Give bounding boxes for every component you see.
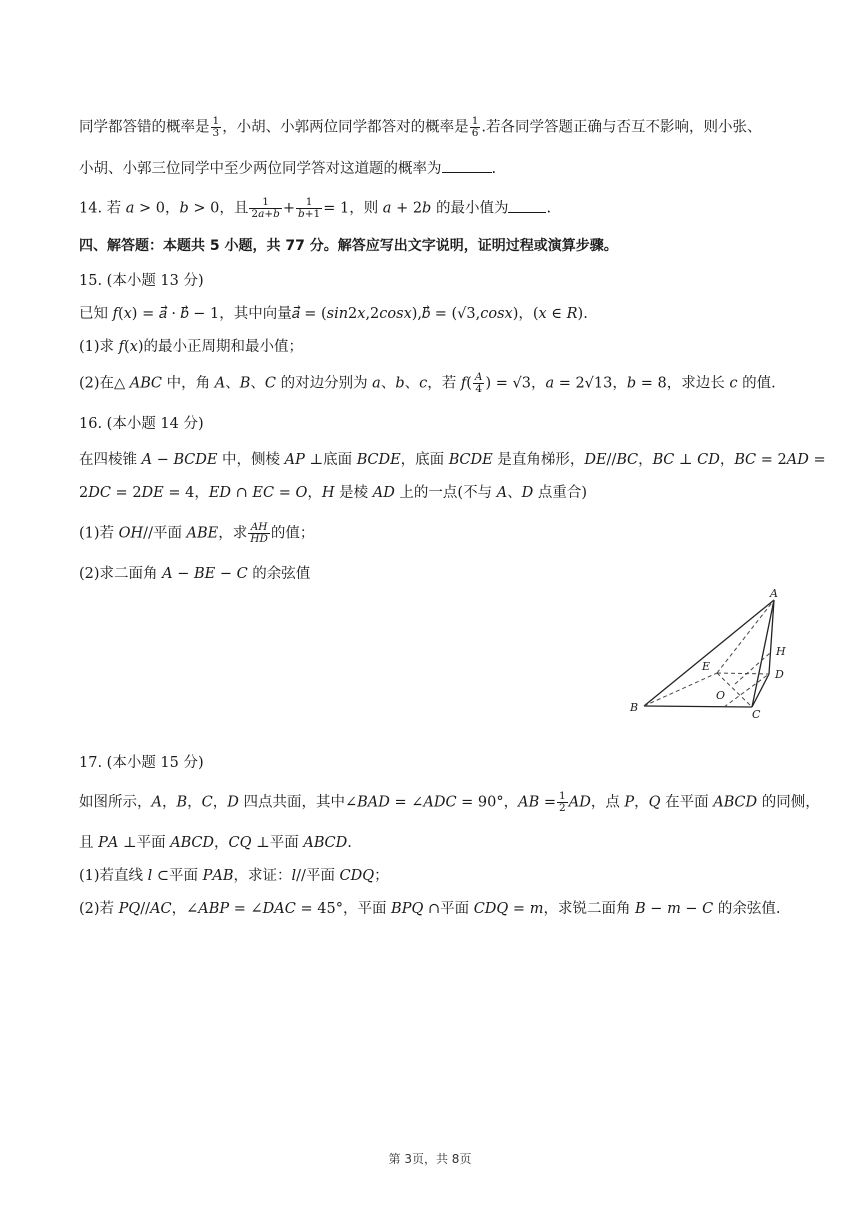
- q17-header: 17. (本小题 15 分): [79, 755, 204, 771]
- q17-part-1: (1)若直线 𝑙 ⊂平面 𝑃𝐴𝐵，求证：𝑙//平面 𝐶𝐷𝑄；: [79, 868, 389, 884]
- label-h: H: [776, 645, 786, 658]
- q14-line: 14. 若 𝑎 > 0，𝑏 > 0，且 $\frac{1}{\text{2𝑎+𝑏}}$ + $\frac{1}{\text{𝑏+1}}$ = 1，则 𝑎 + 2𝑏 的最小值为 .: [79, 196, 552, 220]
- answer-blank: [508, 198, 546, 213]
- fraction: $\frac{1}{3}$: [212, 115, 220, 139]
- page-footer: 第 3页，共 8页: [388, 1152, 472, 1166]
- label-d: D: [775, 668, 784, 681]
- edge-be: [644, 673, 717, 706]
- section-heading: 四、解答题：本题共 5 小题，共 77 分。解答应写出文字说明，证明过程或演算步骤。: [79, 238, 618, 254]
- label-b: B: [630, 701, 639, 714]
- edge-ab: [644, 600, 774, 706]
- edge-cd: [752, 674, 769, 707]
- edge-bc: [644, 706, 752, 707]
- q15-part-2: (2)在△ 𝐴𝐵𝐶 中，角 𝐴、𝐵、𝐶 的对边分别为 𝑎、𝑏、𝑐，若 𝑓( $\frac{\text{𝐴}}{4}$ ) = √3，𝑎 = 2√13，𝑏 = 8，求边长 𝑐 的值.: [79, 371, 776, 395]
- q16-stem-1: 在四棱锥 𝐴 − 𝐵𝐶𝐷𝐸 中，侧棱 𝐴𝑃 ⊥底面 𝐵𝐶𝐷𝐸，底面 𝐵𝐶𝐷𝐸 是直角梯形，𝐷𝐸//𝐵𝐶，𝐵𝐶 ⊥ 𝐶𝐷，𝐵𝐶 = 2𝐴𝐷 =: [79, 452, 826, 468]
- label-e: E: [702, 660, 711, 673]
- label-o: O: [716, 689, 726, 702]
- q13-line-1: 同学都答错的概率是 $\frac{1}{3}$ ，小胡、小郭两位同学都答对的概率是 $\frac{1}{6}$ .若各同学答题正确与否互不影响，则小张、: [79, 115, 762, 139]
- q15-header: 15. (本小题 13 分): [79, 273, 204, 289]
- edge-ae: [717, 600, 774, 673]
- q17-part-2: (2)若 𝑃𝑄//𝐴𝐶，∠𝐴𝐵𝑃 = ∠𝐷𝐴𝐶 = 45°，平面 𝐵𝑃𝑄 ∩平面 𝐶𝐷𝑄 = 𝑚，求锐二面角 𝐵 − 𝑚 − 𝐶 的余弦值.: [79, 901, 781, 917]
- label-a: A: [770, 587, 778, 600]
- fraction: $\frac{1}{\text{2𝑎+𝑏}}$: [251, 196, 280, 220]
- edge-ed: [717, 673, 769, 674]
- q13-line-2: 小胡、小郭三位同学中至少两位同学答对这道题的概率为 .: [79, 158, 820, 180]
- q16-part-2: (2)求二面角 𝐴 − 𝐵𝐸 − 𝐶 的余弦值: [79, 566, 311, 582]
- fraction: $\frac{\text{𝐴}}{4}$: [474, 371, 483, 395]
- fraction: $\frac{1}{\text{𝑏+1}}$: [298, 196, 321, 220]
- pyramid-figure: [624, 586, 794, 720]
- segment-oh: [735, 653, 770, 684]
- q17-stem-2: 且 𝑃𝐴 ⊥平面 𝐴𝐵𝐶𝐷，𝐶𝑄 ⊥平面 𝐴𝐵𝐶𝐷.: [79, 835, 352, 851]
- q16-stem-2: 2𝐷𝐶 = 2𝐷𝐸 = 4，𝐸𝐷 ∩ 𝐸𝐶 = 𝑂，𝐻 是棱 𝐴𝐷 上的一点(不与 𝐴、𝐷 点重合): [79, 485, 588, 501]
- answer-blank: [442, 158, 492, 173]
- q16-header: 16. (本小题 14 分): [79, 416, 204, 432]
- q17-stem-1: 如图所示，𝐴，𝐵，𝐶，𝐷 四点共面，其中∠𝐵𝐴𝐷 = ∠𝐴𝐷𝐶 = 90°，𝐴𝐵 = $\frac{1}{2}$ 𝐴𝐷，点 𝑃，𝑄 在平面 𝐴𝐵𝐶𝐷 的同侧，: [79, 790, 820, 814]
- fraction: $\frac{\text{𝐴𝐻}}{\text{𝐻𝐷}}$: [250, 521, 268, 545]
- q16-part-1: (1)若 𝑂𝐻//平面 𝐴𝐵𝐸，求 $\frac{\text{𝐴𝐻}}{\text{𝐻𝐷}}$ 的值；: [79, 521, 315, 545]
- fraction: $\frac{1}{6}$: [471, 115, 479, 139]
- fraction: $\frac{1}{2}$: [559, 790, 566, 814]
- edge-bd: [724, 674, 769, 707]
- label-c: C: [752, 708, 761, 720]
- q15-stem: 已知 𝑓(𝑥) = 𝑎⃗ · 𝑏⃗ − 1，其中向量𝑎⃗ = (𝑠𝑖𝑛2𝑥,2𝑐𝑜𝑠𝑥),𝑏⃗ = (√3,𝑐𝑜𝑠𝑥)，(𝑥 ∈ 𝑅).: [79, 306, 588, 322]
- q15-part-1: (1)求 𝑓(𝑥)的最小正周期和最小值；: [79, 339, 304, 355]
